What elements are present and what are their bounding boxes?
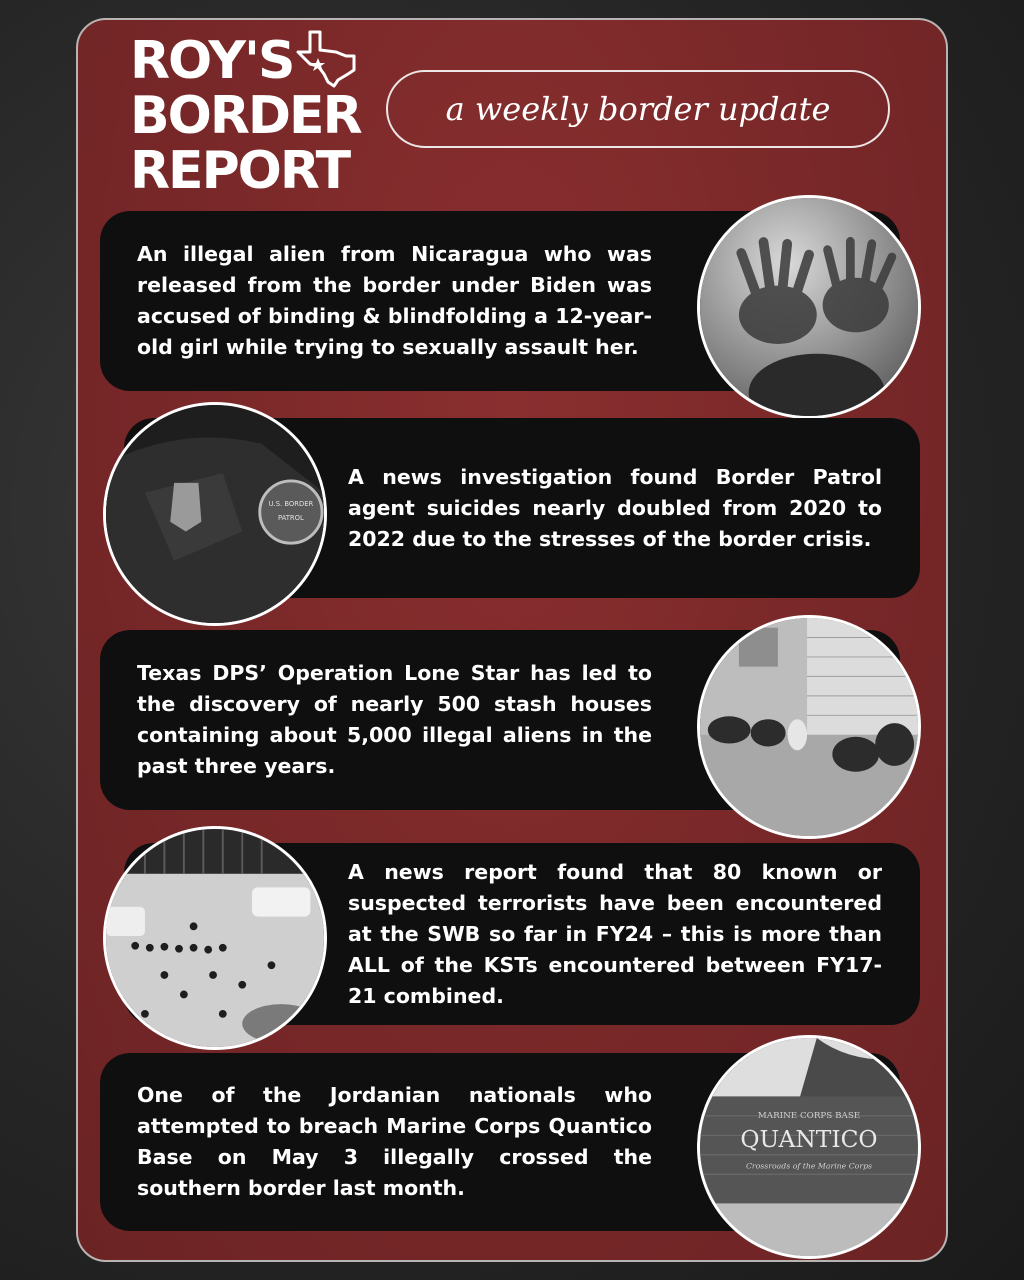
story-text: One of the Jordanian nationals who attempted to breach Marine Corps Quantico Base on May 3 illegally crossed the southern border last month. xyxy=(137,1083,652,1200)
logo-line-3: REPORT xyxy=(130,141,350,201)
sign-line-3: Crossroads of the Marine Corps xyxy=(745,1161,873,1171)
tagline-pill xyxy=(386,70,890,148)
story-text: Texas DPS’ Operation Lone Star has led to the discovery of nearly 500 stash houses containing about 5,000 illegal aliens in the past three years. xyxy=(137,661,652,778)
patch-text: U.S. BORDER xyxy=(268,500,314,509)
story-text: An illegal alien from Nicaragua who was released from the border under Biden was accused of binding & blindfolding a 12-year-old girl while trying to sexually assault her. xyxy=(137,242,652,359)
tagline-text: a weekly border update xyxy=(445,90,831,128)
sign-line-1: MARINE CORPS BASE xyxy=(757,1110,861,1121)
texas-outline-icon xyxy=(296,30,358,88)
border-crowd-photo xyxy=(103,826,327,1050)
stash-house-photo xyxy=(697,615,921,839)
hands-photo xyxy=(697,195,921,419)
story-text: A news report found that 80 known or suspected terrorists have been encountered at the SWB so far in FY24 – this is more than ALL of the KSTs encountered between FY17-21 combined. xyxy=(348,859,882,1008)
border-patrol-agent-photo xyxy=(103,402,327,626)
sign-line-2: QUANTICO xyxy=(740,1125,878,1153)
story-text: A news investigation found Border Patrol agent suicides nearly doubled from 2020 to 2022 due to the stresses of the border crisis. xyxy=(348,464,882,551)
quantico-sign-photo xyxy=(697,1035,921,1259)
patch-text-2: PATROL xyxy=(278,513,304,522)
logo-line-2: BORDER xyxy=(130,86,361,146)
logo-line-1: ROY'S xyxy=(130,31,294,91)
